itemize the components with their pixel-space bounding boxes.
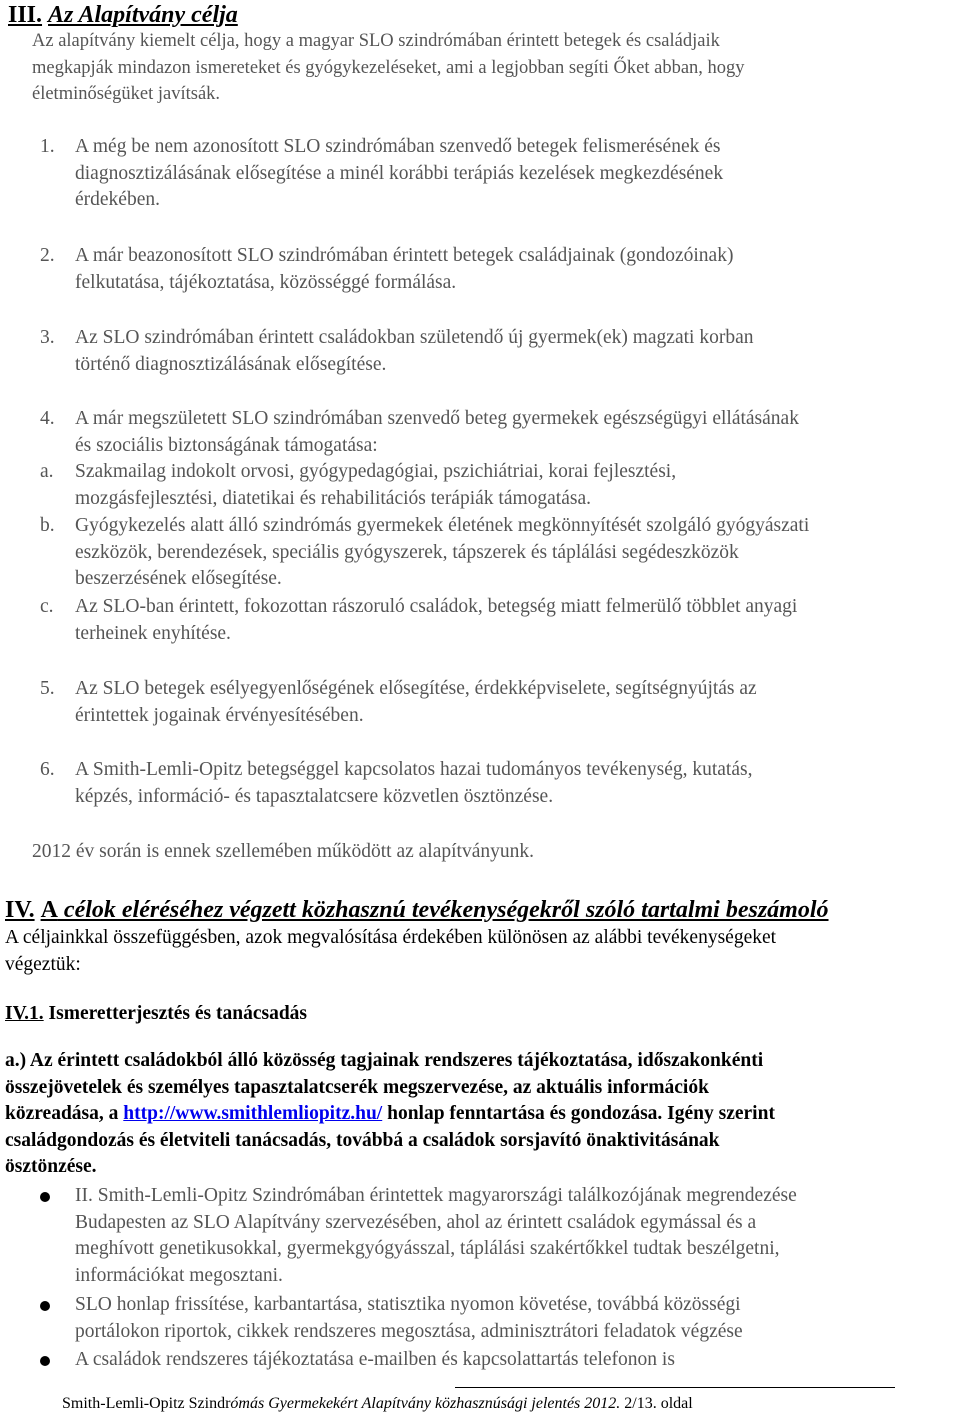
footer-text-italic: ómás Gyermekekért Alapítvány közhasznúsági jelentés 2012. xyxy=(230,1395,621,1412)
section-4-number: IV. xyxy=(5,897,35,923)
intro-line: megkapják mindazon ismereteket és gyógykezeléseket, ami a legjobban segíti Őket abban, hogy xyxy=(32,57,745,78)
list-item-line: Szakmailag indokolt orvosi, gyógypedagógiai, pszichiátriai, korai fejlesztési, xyxy=(75,461,677,482)
section-3-intro xyxy=(32,28,745,108)
intro-line: végeztük: xyxy=(5,953,81,975)
subsection-heading xyxy=(5,1001,307,1028)
bullet-icon xyxy=(40,1192,50,1202)
paragraph-line: összejövetelek és személyes tapasztalatcserék megszervezése, az aktuális információk xyxy=(5,1076,709,1098)
bullet-line: Budapesten az SLO Alapítvány szervezésében, ahol az érintett családok egymással és a xyxy=(75,1211,757,1233)
bullet-item xyxy=(75,1347,675,1374)
paragraph-line: ösztönzése. xyxy=(5,1156,97,1177)
paragraph-line: családgondozás és életviteli tanácsadás, továbbá a családok sorsjavító önaktivitásának xyxy=(5,1129,720,1151)
list-item-line: Az SLO-ban érintett, fokozottan rászoruló családok, betegség miatt felmerülő többlet anyagi xyxy=(75,596,798,617)
list-item-line: diagnosztizálásának elősegítése a minél korábbi terápiás kezelések megkezdésének xyxy=(75,162,724,184)
list-item-number: a. xyxy=(40,461,54,482)
list-item-number: 2. xyxy=(40,245,55,266)
list-item-line: Gyógykezelés alatt álló szindrómás gyermekek életének megkönnyítését szolgáló gyógyászati xyxy=(75,515,810,536)
list-item-number: 6. xyxy=(40,759,55,780)
bullet-line: A családok rendszeres tájékoztatása e-mailben és kapcsolattartás telefonon is xyxy=(75,1349,675,1370)
bullet-icon xyxy=(40,1356,50,1366)
paragraph-fragment: honlap fenntartása és gondozása. Igény szerint xyxy=(382,1103,775,1124)
list-item-line: beszerzésének elősegítése. xyxy=(75,568,282,589)
paragraph-line xyxy=(5,1101,775,1128)
section-4-title: célok eléréséhez végzett közhasznú tevékenységekről szóló tartalmi beszámoló xyxy=(57,897,829,923)
list-item-line: terheinek enyhítése. xyxy=(75,622,231,644)
list-item-line: felkutatása, tájékoztatása, közösséggé formálása. xyxy=(75,271,457,293)
list-item-line: Az SLO szindrómában érintett családokban születendő új gyermek(ek) magzati korban xyxy=(75,327,754,348)
footer-rule xyxy=(455,1387,895,1388)
list-item-line: A már beazonosított SLO szindrómában érintett betegek családjainak (gondozóinak) xyxy=(75,245,734,266)
list-item-number: c. xyxy=(40,596,54,617)
section-4-heading xyxy=(5,896,829,924)
website-link[interactable]: http://www.smithlemliopitz.hu/ xyxy=(123,1103,383,1124)
footer-text: Smith-Lemli-Opitz Szindr xyxy=(62,1395,231,1412)
intro-line: Az alapítvány kiemelt célja, hogy a magyar SLO szindrómában érintett betegek és családjaik xyxy=(32,31,720,51)
list-item-line: és szociális biztonságának támogatása: xyxy=(75,434,378,456)
bullet-line: meghívott genetikusokkal, gyermekgyógyásszal, táplálási szakértőkkel tudtak beszélgetni, xyxy=(75,1238,780,1259)
list-item-number: 1. xyxy=(40,136,55,157)
list-item-line: képzés, információ- és tapasztalatcsere közvetlen ösztönzése. xyxy=(75,785,554,807)
list-item-line: eszközök, berendezések, speciális gyógyszerek, tápszerek és táplálási segédeszközök xyxy=(75,541,739,563)
list-item-number: 4. xyxy=(40,408,55,429)
list-item-line: Az SLO betegek esélyegyenlőségének elősegítése, érdekképviselete, segítségnyújtás az xyxy=(75,678,757,699)
section-3-heading xyxy=(8,1,238,29)
paragraph-line: a.) Az érintett családokból álló közösség tagjainak rendszeres tájékoztatása, időszakonkénti xyxy=(5,1050,764,1071)
section-4-intro xyxy=(5,925,776,978)
bullet-line: SLO honlap frissítése, karbantartása, statisztika nyomon követése, továbbá közösségi xyxy=(75,1294,741,1315)
list-item-line: érintettek jogainak érvényesítésében. xyxy=(75,704,364,726)
section-3-number: III. xyxy=(8,2,43,28)
bullet-item xyxy=(75,1292,743,1345)
list-item-number: b. xyxy=(40,515,55,536)
list-item-number: 3. xyxy=(40,327,55,348)
subsection-number: IV.1. xyxy=(5,1003,44,1024)
bullet-line: II. Smith-Lemli-Opitz Szindrómában érintettek magyarországi találkozójának megrendezése xyxy=(75,1185,797,1206)
bullet-line: információkat megosztani. xyxy=(75,1264,283,1286)
intro-line: A céljainkkal összefüggésben, azok megvalósítása érdekében különösen az alábbi tevékenységeket xyxy=(5,927,777,948)
list-item-line: érdekében. xyxy=(75,189,160,210)
page-footer xyxy=(62,1394,693,1414)
bullet-line: portálokon riportok, cikkek rendszeres megosztása, adminisztrátori feladatok végzése xyxy=(75,1320,743,1342)
list-item-line: A Smith-Lemli-Opitz betegséggel kapcsolatos hazai tudományos tevékenység, kutatás, xyxy=(75,759,753,780)
bullet-item xyxy=(75,1183,797,1289)
list-item-line: A még be nem azonosított SLO szindrómában szenvedő betegek felismerésének és xyxy=(75,136,721,157)
list-item-line: mozgásfejlesztési, diatetikai és rehabilitációs terápiák támogatása. xyxy=(75,487,591,509)
list-item-line: A már megszületett SLO szindrómában szenvedő beteg gyermekek egészségügyi ellátásának xyxy=(75,408,799,429)
intro-line: életminőségüket javítsák. xyxy=(32,84,221,104)
list-item-number: 5. xyxy=(40,678,55,699)
footer-page-number: 2/13. oldal xyxy=(620,1395,693,1412)
section-3-title: Az Alapítvány célja xyxy=(48,2,238,28)
section-3-closing: 2012 év során is ennek szellemében működött az alapítványunk. xyxy=(32,841,534,862)
list-item-line: történő diagnosztizálásának elősegítése. xyxy=(75,353,387,375)
paragraph-fragment: közreadása, a xyxy=(5,1103,124,1124)
section-4-title-prefix: A xyxy=(40,897,58,923)
bullet-icon xyxy=(40,1301,50,1311)
subsection-title: Ismeretterjesztés és tanácsadás xyxy=(43,1003,308,1024)
paragraph-a xyxy=(5,1048,775,1181)
